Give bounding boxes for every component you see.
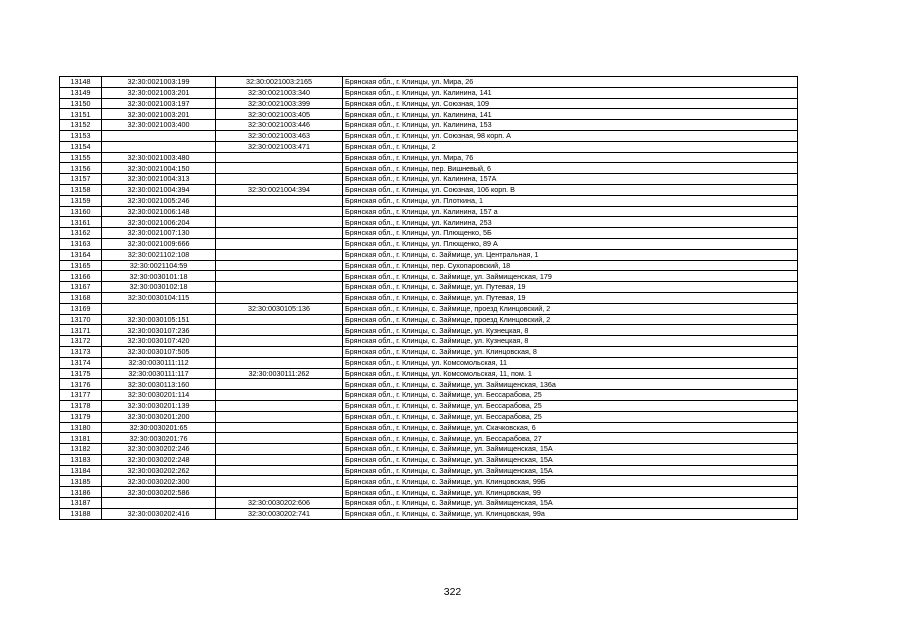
- table-row: [60, 195, 798, 206]
- cadastral-number-cell: 32:30:0030104:115: [102, 292, 216, 303]
- table-row: [60, 411, 798, 422]
- address-cell: Брянская обл., г. Клинцы, пер. Вишневый, 6: [343, 163, 798, 174]
- record-number-cell: 13159: [60, 195, 102, 206]
- cadastral-number-cell: 32:30:0021003:197: [102, 98, 216, 109]
- building-cadastral-number-cell: [216, 476, 343, 487]
- building-cadastral-number-cell: [216, 249, 343, 260]
- building-cadastral-number-cell: [216, 292, 343, 303]
- cadastral-number-cell: [102, 130, 216, 141]
- building-cadastral-number-cell: [216, 314, 343, 325]
- address-cell: Брянская обл., г. Клинцы, ул. Калинина, 253: [343, 217, 798, 228]
- record-number-cell: 13186: [60, 487, 102, 498]
- table-row: [60, 141, 798, 152]
- address-cell: Брянская обл., г. Клинцы, с. Займище, ул. Клинцовская, 99а: [343, 508, 798, 519]
- table-row: [60, 433, 798, 444]
- building-cadastral-number-cell: [216, 228, 343, 239]
- building-cadastral-number-cell: 32:30:0030202:741: [216, 508, 343, 519]
- address-cell: Брянская обл., г. Клинцы, с. Займище, проезд Клинцовский, 2: [343, 314, 798, 325]
- record-number-cell: 13154: [60, 141, 102, 152]
- building-cadastral-number-cell: [216, 390, 343, 401]
- table-row: [60, 98, 798, 109]
- table-row: [60, 498, 798, 509]
- cadastral-number-cell: 32:30:0030202:248: [102, 454, 216, 465]
- cadastral-number-cell: 32:30:0021003:400: [102, 120, 216, 131]
- cadastral-number-cell: [102, 303, 216, 314]
- table-row: [60, 476, 798, 487]
- table-row: [60, 152, 798, 163]
- cadastral-number-cell: 32:30:0021003:480: [102, 152, 216, 163]
- record-number-cell: 13167: [60, 282, 102, 293]
- building-cadastral-number-cell: [216, 487, 343, 498]
- address-cell: Брянская обл., г. Клинцы, с. Займище, проезд Клинцовский, 2: [343, 303, 798, 314]
- address-cell: Брянская обл., г. Клинцы, с. Займище, ул. Клинцовская, 8: [343, 346, 798, 357]
- address-cell: Брянская обл., г. Клинцы, ул. Мира, 26: [343, 77, 798, 88]
- cadastral-number-cell: 32:30:0030102:18: [102, 282, 216, 293]
- building-cadastral-number-cell: 32:30:0021003:399: [216, 98, 343, 109]
- address-cell: Брянская обл., г. Клинцы, 2: [343, 141, 798, 152]
- building-cadastral-number-cell: [216, 238, 343, 249]
- cadastral-number-cell: 32:30:0030202:262: [102, 465, 216, 476]
- building-cadastral-number-cell: [216, 346, 343, 357]
- record-number-cell: 13187: [60, 498, 102, 509]
- building-cadastral-number-cell: 32:30:0021003:405: [216, 109, 343, 120]
- cadastral-number-cell: 32:30:0021104:59: [102, 260, 216, 271]
- address-cell: Брянская обл., г. Клинцы, ул. Плоткина, 1: [343, 195, 798, 206]
- building-cadastral-number-cell: [216, 400, 343, 411]
- record-number-cell: 13170: [60, 314, 102, 325]
- table-row: [60, 206, 798, 217]
- address-cell: Брянская обл., г. Клинцы, с. Займище, ул. Центральная, 1: [343, 249, 798, 260]
- table-row: [60, 228, 798, 239]
- cadastral-number-cell: 32:30:0021006:204: [102, 217, 216, 228]
- address-cell: Брянская обл., г. Клинцы, с. Займище, ул. Бессарабова, 25: [343, 390, 798, 401]
- table-row: [60, 163, 798, 174]
- table-row: [60, 314, 798, 325]
- cadastral-number-cell: 32:30:0021009:666: [102, 238, 216, 249]
- cadastral-number-cell: 32:30:0021004:150: [102, 163, 216, 174]
- address-cell: Брянская обл., г. Клинцы, с. Займище, ул. Займищенская, 15А: [343, 454, 798, 465]
- address-cell: Брянская обл., г. Клинцы, ул. Союзная, 109: [343, 98, 798, 109]
- address-cell: Брянская обл., г. Клинцы, с. Займище, ул. Кузнецкая, 8: [343, 336, 798, 347]
- table-row: [60, 249, 798, 260]
- building-cadastral-number-cell: 32:30:0030202:606: [216, 498, 343, 509]
- record-number-cell: 13158: [60, 184, 102, 195]
- cadastral-number-cell: 32:30:0030111:117: [102, 368, 216, 379]
- record-number-cell: 13169: [60, 303, 102, 314]
- building-cadastral-number-cell: [216, 411, 343, 422]
- table-row: [60, 120, 798, 131]
- record-number-cell: 13155: [60, 152, 102, 163]
- cadastral-number-cell: 32:30:0030105:151: [102, 314, 216, 325]
- table-row: [60, 217, 798, 228]
- table-row: [60, 346, 798, 357]
- record-number-cell: 13184: [60, 465, 102, 476]
- address-cell: Брянская обл., г. Клинцы, с. Займище, ул. Займищенская, 15А: [343, 444, 798, 455]
- cadastral-number-cell: 32:30:0030202:300: [102, 476, 216, 487]
- address-cell: Брянская обл., г. Клинцы, ул. Плющенко, 5Б: [343, 228, 798, 239]
- record-number-cell: 13185: [60, 476, 102, 487]
- table-row: [60, 390, 798, 401]
- address-cell: Брянская обл., г. Клинцы, с. Займище, ул. Клинцовская, 99Б: [343, 476, 798, 487]
- cadastral-number-cell: [102, 498, 216, 509]
- building-cadastral-number-cell: [216, 174, 343, 185]
- record-number-cell: 13156: [60, 163, 102, 174]
- cadastral-number-cell: 32:30:0021006:148: [102, 206, 216, 217]
- record-number-cell: 13166: [60, 271, 102, 282]
- cadastral-number-cell: [102, 141, 216, 152]
- record-number-cell: 13180: [60, 422, 102, 433]
- record-number-cell: 13168: [60, 292, 102, 303]
- record-number-cell: 13171: [60, 325, 102, 336]
- cadastral-number-cell: 32:30:0030201:200: [102, 411, 216, 422]
- address-cell: Брянская обл., г. Клинцы, с. Займище, ул. Скачковская, 6: [343, 422, 798, 433]
- building-cadastral-number-cell: [216, 271, 343, 282]
- building-cadastral-number-cell: [216, 195, 343, 206]
- table-row: [60, 109, 798, 120]
- building-cadastral-number-cell: [216, 260, 343, 271]
- table-row: [60, 325, 798, 336]
- cadastral-number-cell: 32:30:0021007:130: [102, 228, 216, 239]
- table-row: [60, 336, 798, 347]
- table-row: [60, 444, 798, 455]
- record-number-cell: 13179: [60, 411, 102, 422]
- address-cell: Брянская обл., г. Клинцы, ул. Союзная, 98 корп. А: [343, 130, 798, 141]
- cadastral-number-cell: 32:30:0030201:139: [102, 400, 216, 411]
- table-row: [60, 487, 798, 498]
- address-cell: Брянская обл., г. Клинцы, пер. Сухопаровский, 18: [343, 260, 798, 271]
- record-number-cell: 13177: [60, 390, 102, 401]
- record-number-cell: 13175: [60, 368, 102, 379]
- record-number-cell: 13162: [60, 228, 102, 239]
- table-row: [60, 260, 798, 271]
- cadastral-number-cell: 32:30:0030202:586: [102, 487, 216, 498]
- address-cell: Брянская обл., г. Клинцы, с. Займище, ул. Бессарабова, 27: [343, 433, 798, 444]
- records-table-body: [60, 77, 798, 520]
- record-number-cell: 13181: [60, 433, 102, 444]
- record-number-cell: 13164: [60, 249, 102, 260]
- table-row: [60, 465, 798, 476]
- cadastral-number-cell: 32:30:0030111:112: [102, 357, 216, 368]
- building-cadastral-number-cell: [216, 282, 343, 293]
- page-number: 322: [443, 586, 462, 598]
- cadastral-number-cell: 32:30:0021004:394: [102, 184, 216, 195]
- building-cadastral-number-cell: [216, 379, 343, 390]
- address-cell: Брянская обл., г. Клинцы, с. Займище, ул. Путевая, 19: [343, 292, 798, 303]
- table-row: [60, 508, 798, 519]
- record-number-cell: 13157: [60, 174, 102, 185]
- table-row: [60, 422, 798, 433]
- table-row: [60, 454, 798, 465]
- cadastral-number-cell: 32:30:0021003:199: [102, 77, 216, 88]
- cadastral-number-cell: 32:30:0030107:236: [102, 325, 216, 336]
- building-cadastral-number-cell: [216, 433, 343, 444]
- record-number-cell: 13173: [60, 346, 102, 357]
- table-row: [60, 87, 798, 98]
- cadastral-number-cell: 32:30:0021005:246: [102, 195, 216, 206]
- building-cadastral-number-cell: [216, 444, 343, 455]
- address-cell: Брянская обл., г. Клинцы, с. Займище, ул. Бессарабова, 25: [343, 400, 798, 411]
- address-cell: Брянская обл., г. Клинцы, ул. Калинина, 141: [343, 109, 798, 120]
- cadastral-number-cell: 32:30:0030201:65: [102, 422, 216, 433]
- record-number-cell: 13150: [60, 98, 102, 109]
- table-row: [60, 357, 798, 368]
- cadastral-number-cell: 32:30:0030101:18: [102, 271, 216, 282]
- building-cadastral-number-cell: 32:30:0030111:262: [216, 368, 343, 379]
- table-row: [60, 303, 798, 314]
- cadastral-number-cell: 32:30:0021102:108: [102, 249, 216, 260]
- address-cell: Брянская обл., г. Клинцы, ул. Комсомольская, 11: [343, 357, 798, 368]
- table-row: [60, 368, 798, 379]
- record-number-cell: 13148: [60, 77, 102, 88]
- address-cell: Брянская обл., г. Клинцы, ул. Калинина, 153: [343, 120, 798, 131]
- cadastral-number-cell: 32:30:0030113:160: [102, 379, 216, 390]
- cadastral-number-cell: 32:30:0030107:505: [102, 346, 216, 357]
- building-cadastral-number-cell: [216, 206, 343, 217]
- building-cadastral-number-cell: [216, 336, 343, 347]
- cadastral-number-cell: 32:30:0021003:201: [102, 109, 216, 120]
- cadastral-number-cell: 32:30:0030202:246: [102, 444, 216, 455]
- record-number-cell: 13178: [60, 400, 102, 411]
- table-row: [60, 271, 798, 282]
- table-row: [60, 282, 798, 293]
- address-cell: Брянская обл., г. Клинцы, с. Займище, ул. Путевая, 19: [343, 282, 798, 293]
- building-cadastral-number-cell: 32:30:0021004:394: [216, 184, 343, 195]
- table-row: [60, 174, 798, 185]
- record-number-cell: 13174: [60, 357, 102, 368]
- address-cell: Брянская обл., г. Клинцы, ул. Союзная, 106 корп. В: [343, 184, 798, 195]
- building-cadastral-number-cell: [216, 217, 343, 228]
- record-number-cell: 13152: [60, 120, 102, 131]
- table-row: [60, 400, 798, 411]
- building-cadastral-number-cell: [216, 465, 343, 476]
- record-number-cell: 13151: [60, 109, 102, 120]
- address-cell: Брянская обл., г. Клинцы, с. Займище, ул. Займищенская, 179: [343, 271, 798, 282]
- record-number-cell: 13188: [60, 508, 102, 519]
- record-number-cell: 13165: [60, 260, 102, 271]
- address-cell: Брянская обл., г. Клинцы, с. Займище, ул. Займищенская, 15А: [343, 498, 798, 509]
- address-cell: Брянская обл., г. Клинцы, с. Займище, ул. Займищенская, 15А: [343, 465, 798, 476]
- cadastral-number-cell: 32:30:0021004:313: [102, 174, 216, 185]
- address-cell: Брянская обл., г. Клинцы, ул. Калинина, 157А: [343, 174, 798, 185]
- address-cell: Брянская обл., г. Клинцы, ул. Калинина, 141: [343, 87, 798, 98]
- building-cadastral-number-cell: 32:30:0021003:463: [216, 130, 343, 141]
- record-number-cell: 13172: [60, 336, 102, 347]
- record-number-cell: 13153: [60, 130, 102, 141]
- building-cadastral-number-cell: 32:30:0021003:340: [216, 87, 343, 98]
- building-cadastral-number-cell: [216, 454, 343, 465]
- address-cell: Брянская обл., г. Клинцы, с. Займище, ул. Займищенская, 136а: [343, 379, 798, 390]
- cadastral-number-cell: 32:30:0030202:416: [102, 508, 216, 519]
- record-number-cell: 13149: [60, 87, 102, 98]
- building-cadastral-number-cell: 32:30:0030105:136: [216, 303, 343, 314]
- records-table: [59, 76, 798, 520]
- building-cadastral-number-cell: [216, 163, 343, 174]
- building-cadastral-number-cell: [216, 422, 343, 433]
- building-cadastral-number-cell: [216, 357, 343, 368]
- address-cell: Брянская обл., г. Клинцы, ул. Калинина, 157 а: [343, 206, 798, 217]
- building-cadastral-number-cell: [216, 325, 343, 336]
- record-number-cell: 13163: [60, 238, 102, 249]
- table-row: [60, 292, 798, 303]
- record-number-cell: 13160: [60, 206, 102, 217]
- table-row: [60, 77, 798, 88]
- building-cadastral-number-cell: 32:30:0021003:446: [216, 120, 343, 131]
- record-number-cell: 13183: [60, 454, 102, 465]
- record-number-cell: 13182: [60, 444, 102, 455]
- address-cell: Брянская обл., г. Клинцы, ул. Комсомольская, 11, пом. 1: [343, 368, 798, 379]
- building-cadastral-number-cell: 32:30:0021003:2165: [216, 77, 343, 88]
- address-cell: Брянская обл., г. Клинцы, с. Займище, ул. Бессарабова, 25: [343, 411, 798, 422]
- table-row: [60, 238, 798, 249]
- table-row: [60, 130, 798, 141]
- cadastral-number-cell: 32:30:0030201:114: [102, 390, 216, 401]
- cadastral-number-cell: 32:30:0021003:201: [102, 87, 216, 98]
- record-number-cell: 13161: [60, 217, 102, 228]
- cadastral-number-cell: 32:30:0030107:420: [102, 336, 216, 347]
- address-cell: Брянская обл., г. Клинцы, с. Займище, ул. Клинцовская, 99: [343, 487, 798, 498]
- address-cell: Брянская обл., г. Клинцы, с. Займище, ул. Кузнецкая, 8: [343, 325, 798, 336]
- building-cadastral-number-cell: [216, 152, 343, 163]
- cadastral-number-cell: 32:30:0030201:76: [102, 433, 216, 444]
- record-number-cell: 13176: [60, 379, 102, 390]
- building-cadastral-number-cell: 32:30:0021003:471: [216, 141, 343, 152]
- table-row: [60, 379, 798, 390]
- address-cell: Брянская обл., г. Клинцы, ул. Мира, 76: [343, 152, 798, 163]
- address-cell: Брянская обл., г. Клинцы, ул. Плющенко, 89 А: [343, 238, 798, 249]
- table-row: [60, 184, 798, 195]
